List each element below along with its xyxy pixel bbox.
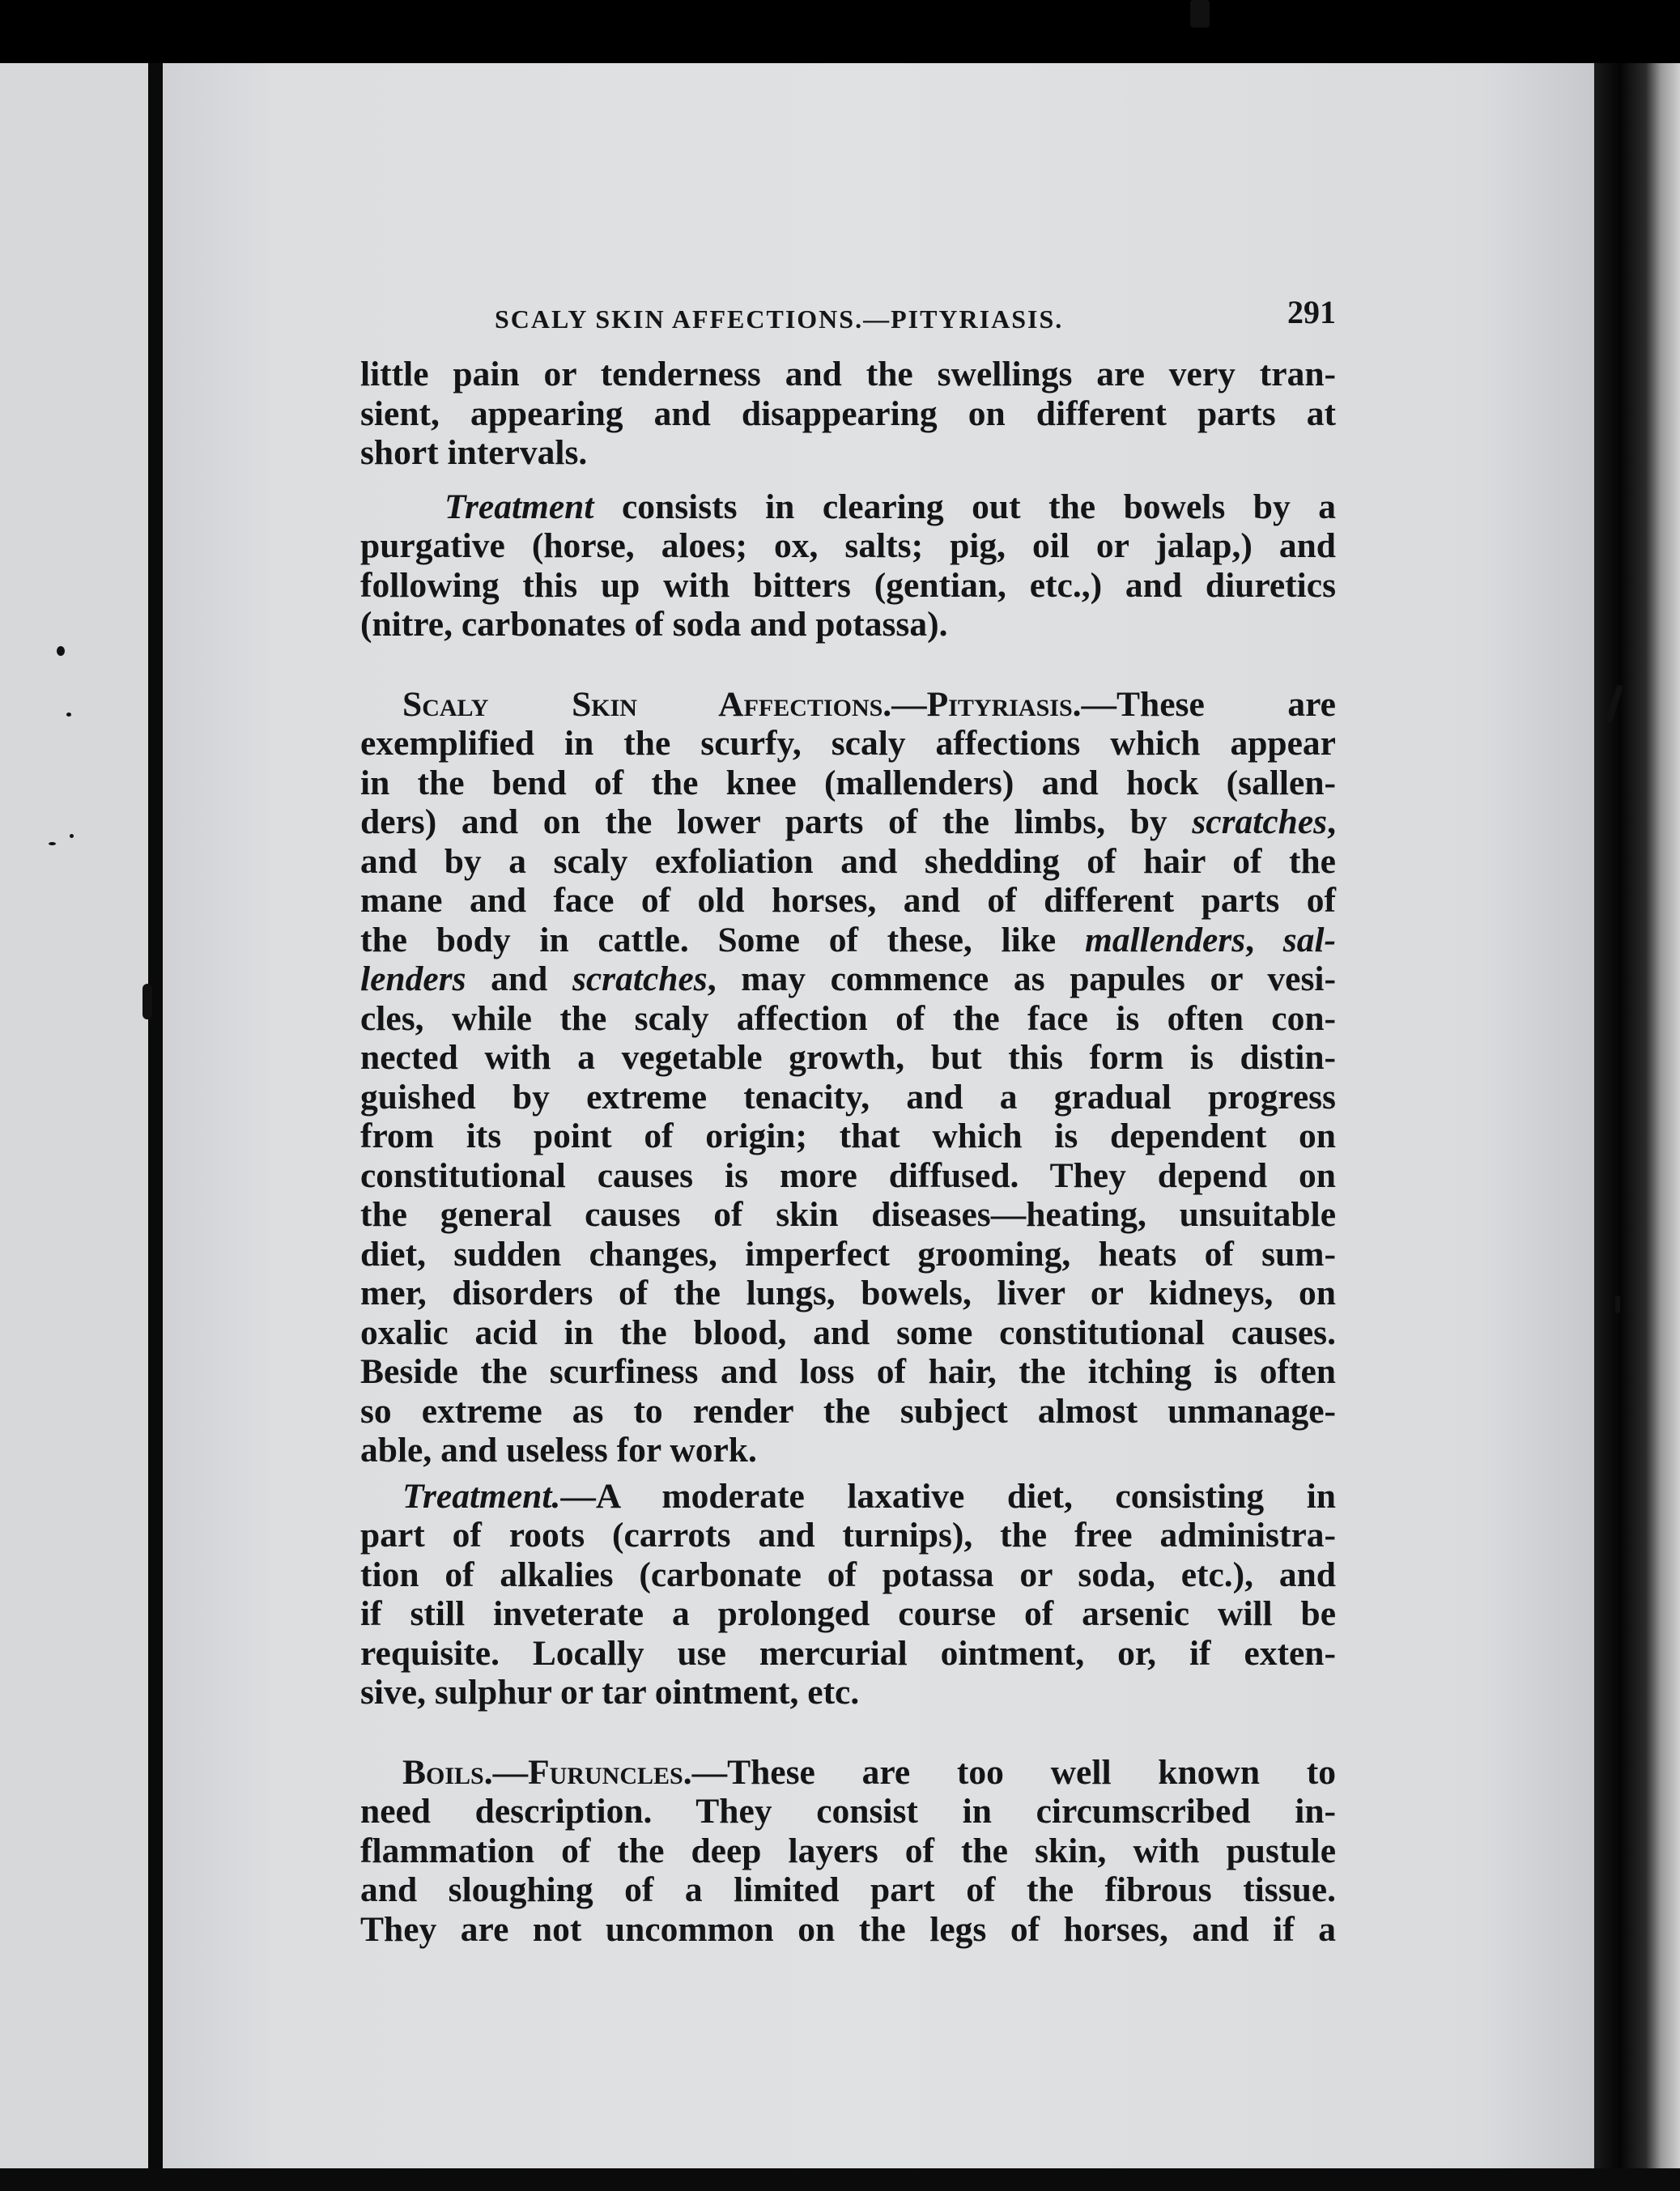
dust-speck <box>1615 1295 1620 1313</box>
scan-bottom-edge <box>0 2168 1680 2191</box>
running-head-title: SCALY SKIN AFFECTIONS.—PITYRIASIS. <box>495 304 1064 334</box>
text-line: and by a scaly exfoliation and shedding of hair of the <box>360 841 1336 881</box>
text-line: constitutional causes is more diffused. They depend on <box>360 1155 1336 1195</box>
italic-term: sal- <box>1282 920 1337 959</box>
text-line <box>360 921 1336 960</box>
text-line: diet, sudden changes, imperfect grooming, heats of sum- <box>360 1234 1336 1274</box>
text-line: tion of alkalies (carbonate of potassa or soda, etc.), and <box>360 1555 1336 1594</box>
page-right-edge <box>1594 63 1680 2168</box>
text-line: the general causes of skin diseases—heating, unsuitable <box>360 1195 1336 1234</box>
dust-speck <box>49 842 56 845</box>
italic-term: lenders <box>360 959 466 998</box>
text-fragment: —These are <box>1081 684 1336 724</box>
italic-lead: Treatment <box>444 487 594 526</box>
italic-term: scratches <box>1192 802 1328 841</box>
running-head <box>360 291 1336 340</box>
text-line: and sloughing of a limited part of the fibrous tissue. <box>360 1870 1336 1909</box>
text-line: requisite. Locally use mercurial ointment, or, if exten- <box>360 1633 1336 1673</box>
text-fragment: —These are too well known to <box>691 1752 1336 1792</box>
paragraph-urticaria-end <box>360 355 1336 473</box>
text-line: nected with a vegetable growth, but this form is distin- <box>360 1038 1336 1077</box>
text-line <box>360 1753 1336 1793</box>
text-line: flammation of the deep layers of the skin, with pustule <box>360 1831 1336 1870</box>
text-line: mer, disorders of the lungs, bowels, liver or kidneys, on <box>360 1274 1336 1312</box>
text-line: purgative (horse, aloes; ox, salts; pig, oil or jalap,) and <box>360 526 1336 565</box>
text-line: little pain or tenderness and the swellings are very tran- <box>360 355 1336 394</box>
text-line: Beside the scurfiness and loss of hair, the itching is often <box>360 1352 1336 1391</box>
text-fragment: consists in clearing out the bowels by a <box>593 487 1336 526</box>
text-fragment: ders) and on the lower parts of the limbs, by <box>360 802 1193 841</box>
paragraph-pityriasis <box>360 685 1336 1470</box>
book-gutter <box>148 63 163 2168</box>
text-line: short intervals. <box>360 433 588 472</box>
text-line: sient, appearing and disappearing on different parts at <box>360 394 1336 433</box>
page-number: 291 <box>1287 294 1336 330</box>
text-line: cles, while the scaly affection of the face is often con- <box>360 998 1336 1038</box>
text-line <box>360 685 1336 725</box>
text-fragment: , <box>1245 920 1283 959</box>
paragraph-urticaria-treatment <box>360 487 1336 645</box>
text-fragment: and <box>466 959 572 998</box>
text-line <box>360 487 1336 527</box>
text-line: able, and useless for work. <box>360 1431 757 1470</box>
text-fragment: the body in cattle. Some of these, like <box>360 920 1085 959</box>
dust-speck <box>70 834 74 838</box>
text-line <box>360 802 1336 842</box>
text-line: part of roots (carrots and turnips), the free administra- <box>360 1516 1336 1555</box>
dust-speck <box>142 984 152 1019</box>
dust-speck <box>66 713 71 717</box>
text-fragment: , <box>1327 802 1336 841</box>
section-heading: Boils.—Furuncles. <box>402 1752 692 1792</box>
text-line: in the bend of the knee (mallenders) and hock (sallen- <box>360 763 1336 802</box>
paragraph-boils <box>360 1753 1336 1950</box>
text-line: mane and face of old horses, and of different parts of <box>360 881 1336 920</box>
text-line: if still inveterate a prolonged course of arsenic will be <box>360 1594 1336 1633</box>
italic-term: mallenders <box>1084 920 1246 959</box>
text-line: exemplified in the scurfy, scaly affections which appear <box>360 724 1336 763</box>
text-line: so extreme as to render the subject almost unmanage- <box>360 1391 1336 1431</box>
dust-speck <box>57 646 65 656</box>
text-line: (nitre, carbonates of soda and potassa). <box>360 605 948 644</box>
section-heading: Scaly Skin Affections.—Pityriasis. <box>402 684 1082 724</box>
dust-speck <box>1190 0 1210 28</box>
text-line: oxalic acid in the blood, and some constitutional causes. <box>360 1312 1336 1352</box>
page-text <box>360 291 1336 1949</box>
facing-page-edge <box>0 63 148 2168</box>
text-line: from its point of origin; that which is dependent on <box>360 1117 1336 1155</box>
text-line: sive, sulphur or tar ointment, etc. <box>360 1673 860 1712</box>
text-line <box>360 959 1336 999</box>
italic-lead: Treatment. <box>402 1476 561 1516</box>
text-line: following this up with bitters (gentian, etc.,) and diuretics <box>360 565 1336 605</box>
paragraph-pityriasis-treatment <box>360 1477 1336 1712</box>
text-fragment: —A moderate laxative diet, consisting in <box>560 1476 1336 1516</box>
text-line: They are not uncommon on the legs of horses, and if a <box>360 1909 1336 1949</box>
italic-term: scratches <box>572 959 708 998</box>
text-line <box>360 1477 1336 1517</box>
text-line: guished by extreme tenacity, and a gradual progress <box>360 1077 1336 1117</box>
text-fragment: , may commence as papules or vesi- <box>707 959 1336 998</box>
text-line: need description. They consist in circumscribed in- <box>360 1792 1336 1831</box>
